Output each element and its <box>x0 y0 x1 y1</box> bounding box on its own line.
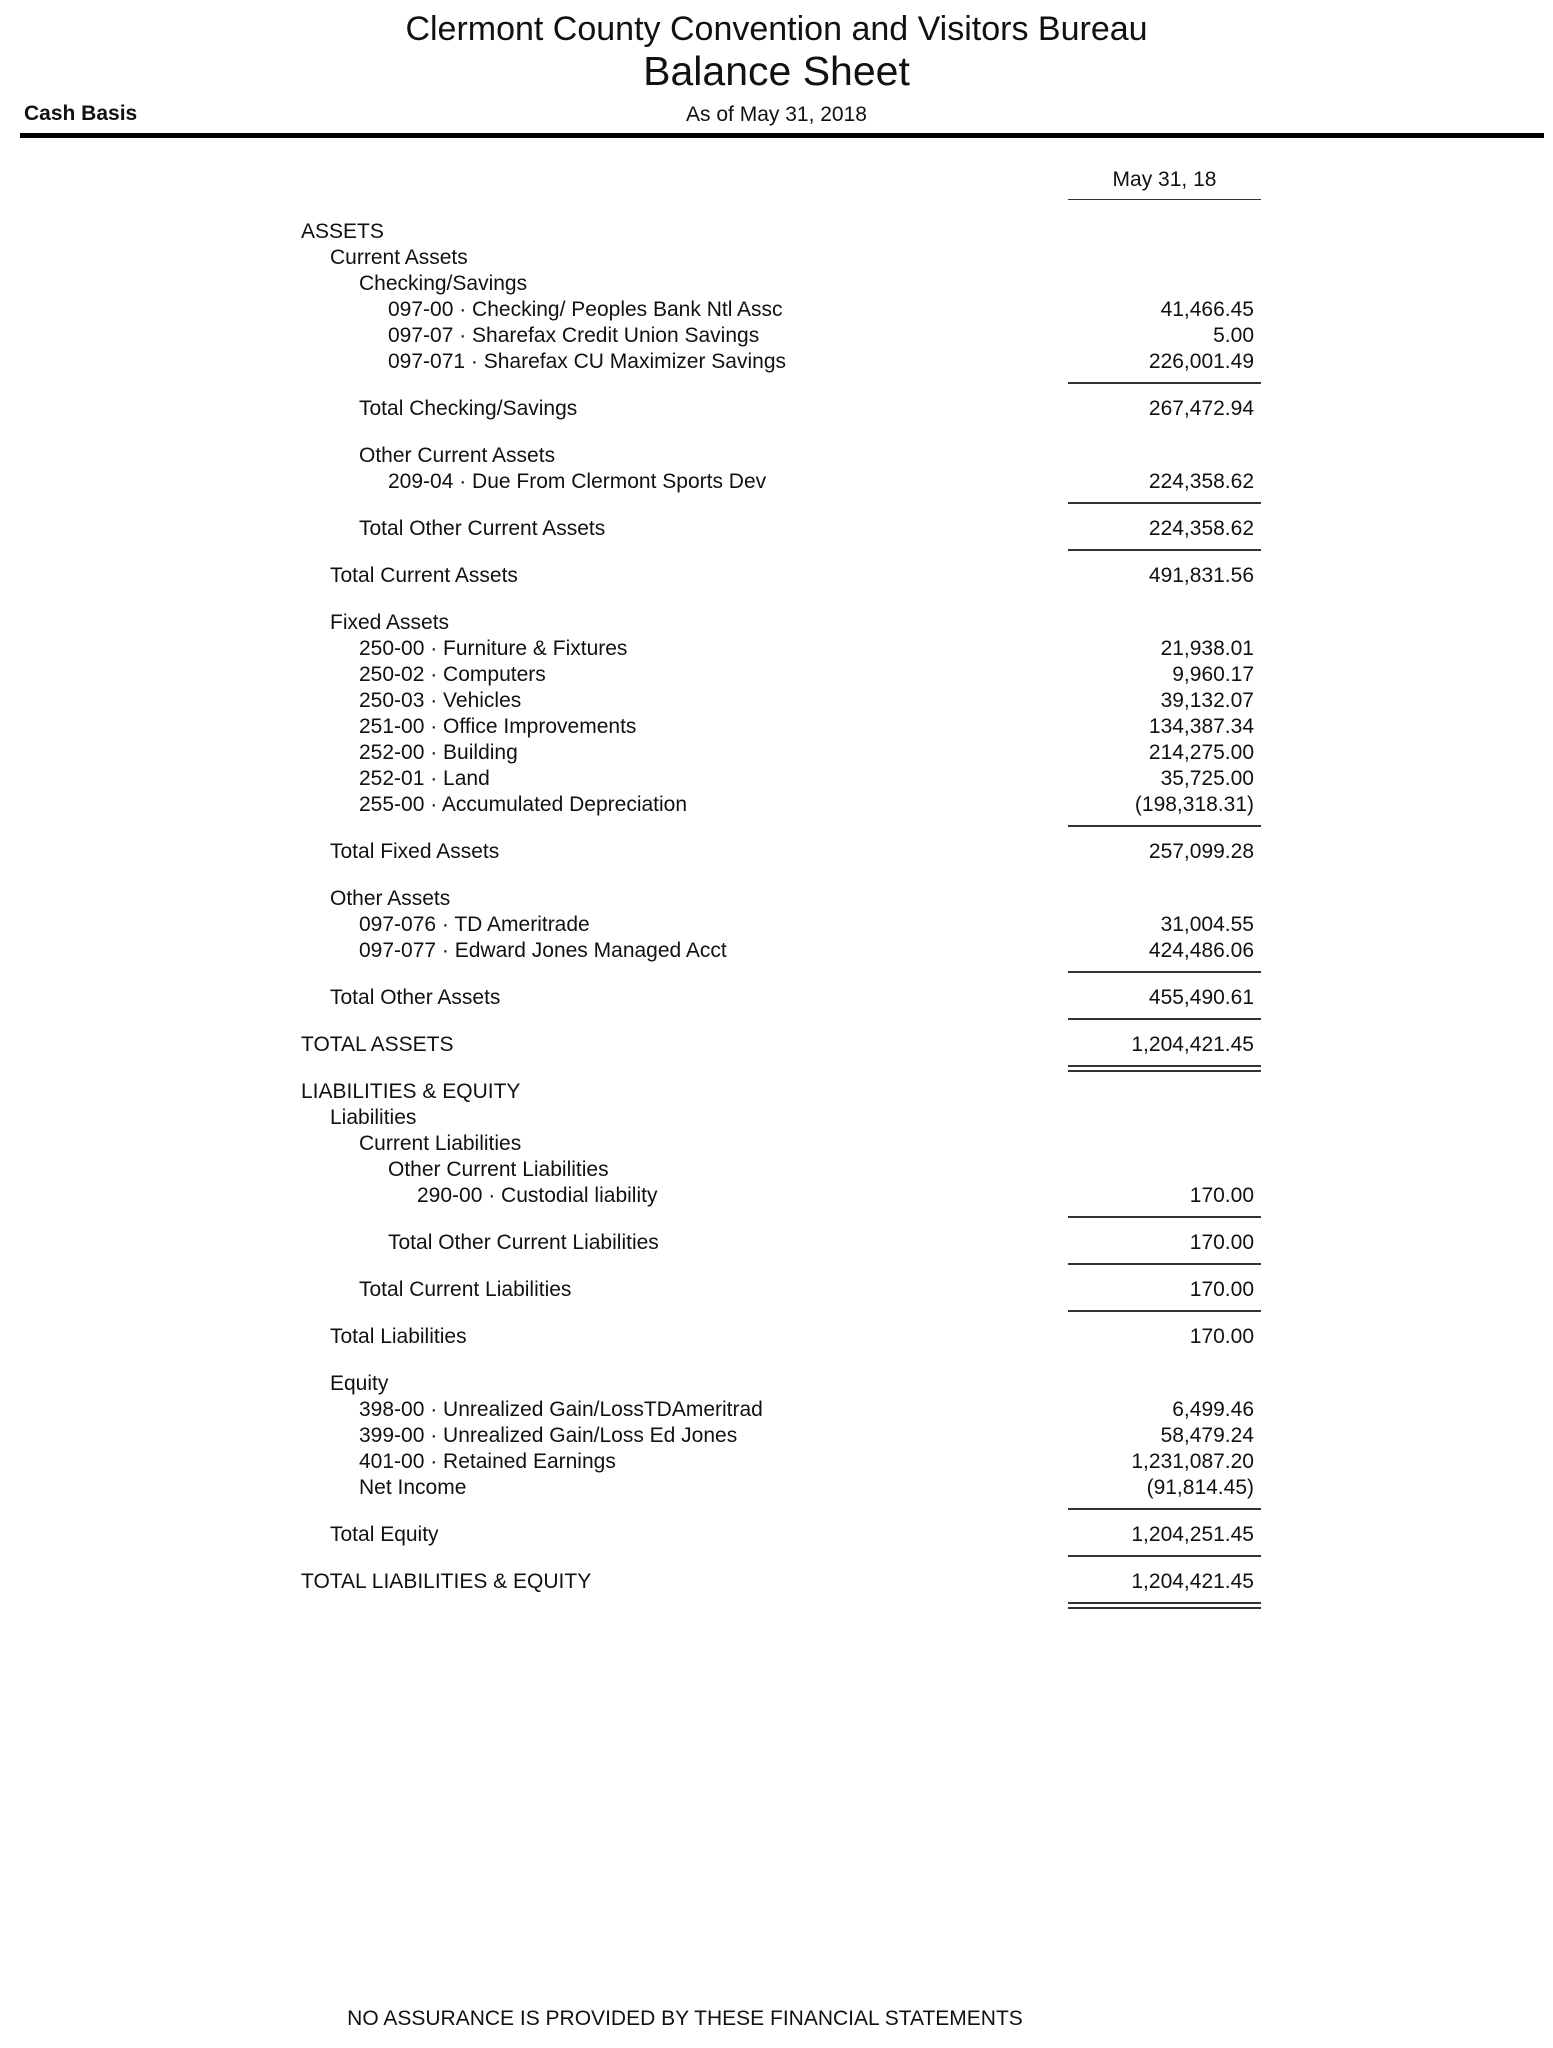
row-amount: 214,275.00 <box>1148 741 1254 764</box>
table-row <box>0 689 1553 715</box>
table-row <box>0 1398 1553 1424</box>
row-amount: 170.00 <box>1189 1278 1254 1301</box>
row-label: Total Equity <box>330 1523 439 1546</box>
row-amount: (91,814.45) <box>1146 1476 1254 1499</box>
row-label: 097-077 · Edward Jones Managed Acct <box>359 939 727 962</box>
table-row <box>0 324 1553 350</box>
row-label: Liabilities <box>330 1106 417 1129</box>
table-row <box>0 220 1553 246</box>
row-label: 097-07 · Sharefax Credit Union Savings <box>388 324 760 347</box>
subtotal-rule <box>1068 1263 1261 1265</box>
table-row <box>0 840 1553 866</box>
row-amount: 9,960.17 <box>1172 663 1254 686</box>
table-row <box>0 1033 1553 1059</box>
row-label: TOTAL LIABILITIES & EQUITY <box>301 1570 592 1593</box>
report-basis: Cash Basis <box>24 102 138 125</box>
table-row <box>0 986 1553 1012</box>
row-amount: (198,318.31) <box>1134 793 1254 816</box>
row-label: Net Income <box>359 1476 467 1499</box>
row-label: 401-00 · Retained Earnings <box>359 1450 616 1473</box>
row-label: Total Other Assets <box>330 986 501 1009</box>
report-title: Balance Sheet <box>643 48 910 94</box>
row-label: Other Assets <box>330 887 451 910</box>
table-row <box>0 1424 1553 1450</box>
row-label: 398-00 · Unrealized Gain/LossTDAmeritrad <box>359 1398 763 1421</box>
row-label: Checking/Savings <box>359 272 528 295</box>
table-row <box>0 793 1553 819</box>
subtotal-rule <box>1068 1310 1261 1312</box>
row-amount: 5.00 <box>1213 324 1254 347</box>
row-label: Total Checking/Savings <box>359 397 578 420</box>
table-row <box>0 1278 1553 1304</box>
row-amount: 1,231,087.20 <box>1131 1450 1254 1473</box>
table-row <box>0 564 1553 590</box>
table-row <box>0 397 1553 423</box>
table-row <box>0 1523 1553 1549</box>
row-label: 399-00 · Unrealized Gain/Loss Ed Jones <box>359 1424 738 1447</box>
row-amount: 226,001.49 <box>1148 350 1254 373</box>
row-label: 097-076 · TD Ameritrade <box>359 913 590 936</box>
table-row <box>0 1325 1553 1351</box>
table-row <box>0 611 1553 637</box>
row-label: Fixed Assets <box>330 611 450 634</box>
row-label: Total Current Assets <box>330 564 518 587</box>
table-row <box>0 887 1553 913</box>
table-row <box>0 767 1553 793</box>
table-row <box>0 1184 1553 1210</box>
row-label: 250-00 · Furniture & Fixtures <box>359 637 628 660</box>
row-amount: 170.00 <box>1189 1231 1254 1254</box>
total-double-rule <box>1068 1070 1261 1072</box>
row-label: 209-04 · Due From Clermont Sports Dev <box>388 470 767 493</box>
total-double-rule <box>1068 1065 1261 1067</box>
row-amount: 491,831.56 <box>1148 564 1254 587</box>
row-label: Other Current Liabilities <box>388 1158 609 1181</box>
subtotal-rule <box>1068 1018 1261 1020</box>
row-amount: 41,466.45 <box>1160 298 1254 321</box>
table-row <box>0 939 1553 965</box>
row-amount: 267,472.94 <box>1148 397 1254 420</box>
row-amount: 1,204,251.45 <box>1131 1523 1254 1546</box>
row-label: Total Liabilities <box>330 1325 467 1348</box>
row-label: Other Current Assets <box>359 444 556 467</box>
row-amount: 455,490.61 <box>1148 986 1254 1009</box>
subtotal-rule <box>1068 549 1261 551</box>
table-row <box>0 1450 1553 1476</box>
header-rule <box>20 133 1544 138</box>
table-row <box>0 1158 1553 1184</box>
table-row <box>0 298 1553 324</box>
total-double-rule <box>1068 1602 1261 1604</box>
row-amount: 39,132.07 <box>1160 689 1254 712</box>
company-name: Clermont County Convention and Visitors Bureau <box>405 10 1148 48</box>
table-row <box>0 1372 1553 1398</box>
row-label: Equity <box>330 1372 389 1395</box>
row-label: Total Other Current Assets <box>359 517 606 540</box>
row-amount: 6,499.46 <box>1172 1398 1254 1421</box>
table-row <box>0 350 1553 376</box>
table-row <box>0 517 1553 543</box>
row-amount: 170.00 <box>1189 1325 1254 1348</box>
row-amount: 257,099.28 <box>1148 840 1254 863</box>
row-label: 250-03 · Vehicles <box>359 689 522 712</box>
subtotal-rule <box>1068 825 1261 827</box>
row-amount: 58,479.24 <box>1160 1424 1254 1447</box>
row-label: 252-01 · Land <box>359 767 490 790</box>
row-label: Total Current Liabilities <box>359 1278 572 1301</box>
report-date: As of May 31, 2018 <box>686 103 867 126</box>
subtotal-rule <box>1068 1508 1261 1510</box>
row-amount: 170.00 <box>1189 1184 1254 1207</box>
total-double-rule <box>1068 1607 1261 1609</box>
row-label: 097-00 · Checking/ Peoples Bank Ntl Assc <box>388 298 783 321</box>
row-label: Total Fixed Assets <box>330 840 500 863</box>
row-label: 255-00 · Accumulated Depreciation <box>359 793 688 816</box>
row-label: 290-00 · Custodial liability <box>417 1184 658 1207</box>
table-row <box>0 637 1553 663</box>
table-row <box>0 444 1553 470</box>
table-row <box>0 1231 1553 1257</box>
row-amount: 424,486.06 <box>1148 939 1254 962</box>
row-label: Current Liabilities <box>359 1132 522 1155</box>
row-amount: 21,938.01 <box>1160 637 1254 660</box>
row-label: Total Other Current Liabilities <box>388 1231 659 1254</box>
subtotal-rule <box>1068 971 1261 973</box>
table-row <box>0 246 1553 272</box>
row-amount: 1,204,421.45 <box>1131 1570 1254 1593</box>
table-row <box>0 663 1553 689</box>
row-label: 252-00 · Building <box>359 741 518 764</box>
table-row <box>0 470 1553 496</box>
row-label: 250-02 · Computers <box>359 663 546 686</box>
row-amount: 35,725.00 <box>1160 767 1254 790</box>
table-row <box>0 1132 1553 1158</box>
row-label: 097-071 · Sharefax CU Maximizer Savings <box>388 350 786 373</box>
column-header: May 31, 18 <box>1068 168 1261 200</box>
table-row <box>0 1476 1553 1502</box>
subtotal-rule <box>1068 1216 1261 1218</box>
row-label: ASSETS <box>301 220 384 243</box>
row-amount: 224,358.62 <box>1148 470 1254 493</box>
subtotal-rule <box>1068 382 1261 384</box>
row-label: TOTAL ASSETS <box>301 1033 454 1056</box>
table-row <box>0 1080 1553 1106</box>
table-row <box>0 272 1553 298</box>
table-row <box>0 715 1553 741</box>
row-amount: 224,358.62 <box>1148 517 1254 540</box>
row-amount: 31,004.55 <box>1160 913 1254 936</box>
row-amount: 134,387.34 <box>1148 715 1254 738</box>
table-row <box>0 913 1553 939</box>
row-label: Current Assets <box>330 246 468 269</box>
table-row <box>0 741 1553 767</box>
row-label: LIABILITIES & EQUITY <box>301 1080 521 1103</box>
table-row <box>0 1570 1553 1596</box>
row-amount: 1,204,421.45 <box>1131 1033 1254 1056</box>
row-label: 251-00 · Office Improvements <box>359 715 637 738</box>
subtotal-rule <box>1068 1555 1261 1557</box>
disclaimer-footer: NO ASSURANCE IS PROVIDED BY THESE FINANCIAL STATEMENTS <box>347 2007 1023 2030</box>
table-row <box>0 1106 1553 1132</box>
subtotal-rule <box>1068 502 1261 504</box>
